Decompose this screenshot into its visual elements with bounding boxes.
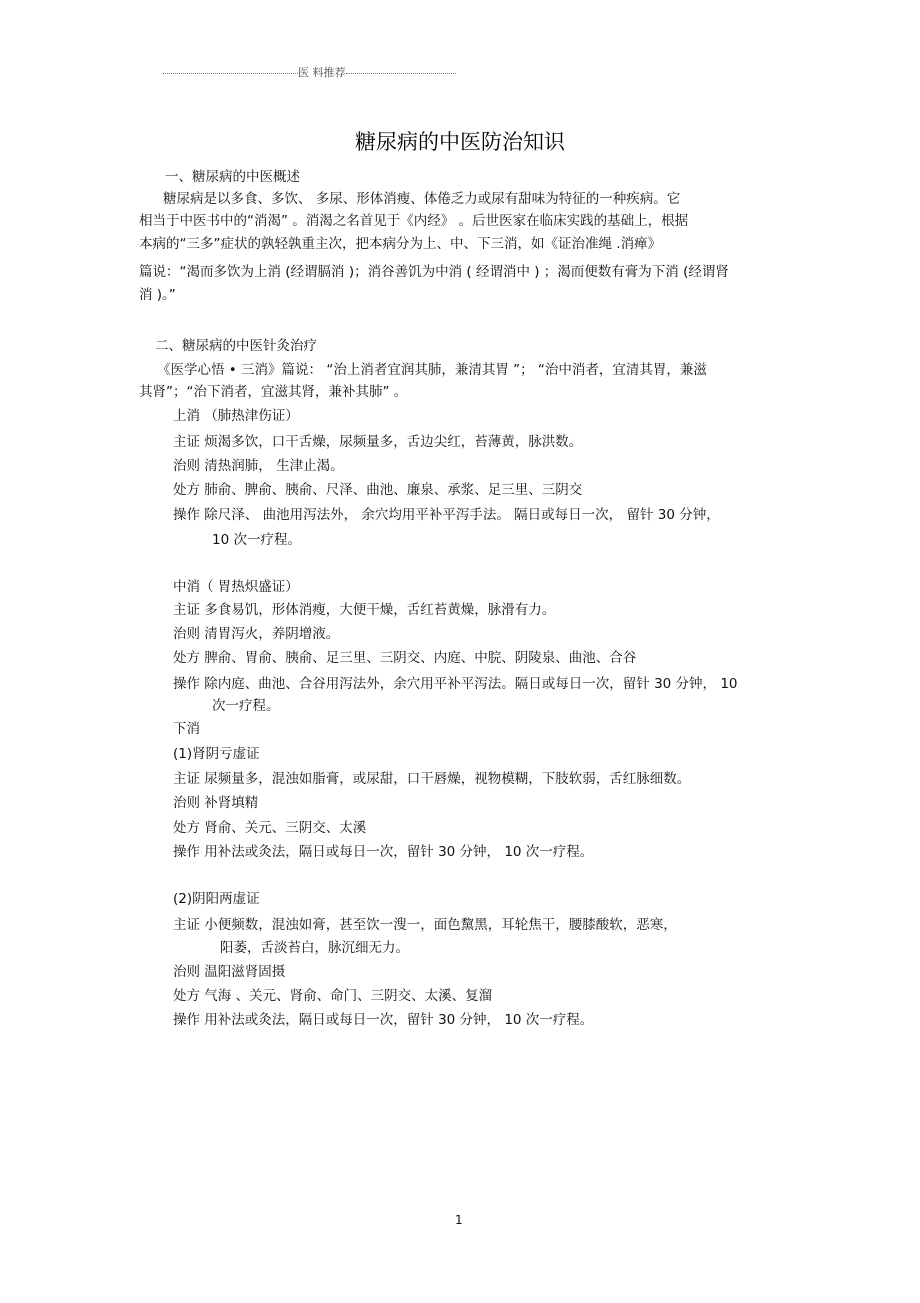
xiaxiao-title: 下消 <box>173 721 200 737</box>
shangxiao-chufang: 处方 肺俞、脾俞、胰俞、尺泽、曲池、廉泉、承浆、足三里、三阴交 <box>173 482 583 498</box>
shangxiao-zhize: 治则 清热润肺， 生津止渴。 <box>173 458 344 474</box>
zhongxiao-title: 中消（ 胃热炽盛证） <box>173 579 299 595</box>
zhongxiao-caozuo: 操作 除内庭、曲池、合谷用泻法外，余穴用平补平泻法。隔日或每日一次，留针 30 分钟， 10 <box>173 676 738 692</box>
xiaxiao-sub2-chufang: 处方 气海 、关元、肾俞、命门、三阴交、太溪、复溜 <box>173 988 493 1004</box>
section1-line: 糖尿病是以多食、多饮、 多尿、形体消瘦、体倦乏力或尿有甜味为特征的一种疾病。它 <box>163 191 681 207</box>
shangxiao-caozuo-cont: 10 次一疗程。 <box>212 532 301 548</box>
page-header <box>163 67 459 79</box>
document-title: 糖尿病的中医防治知识 <box>355 130 565 154</box>
xiaxiao-sub2-caozuo: 操作 用补法或灸法，隔日或每日一次，留针 30 分钟， 10 次一疗程。 <box>173 1012 594 1028</box>
header-dots-right <box>346 73 456 74</box>
zhongxiao-caozuo-cont: 次一疗程。 <box>212 698 280 714</box>
xiaxiao-sub1-caozuo: 操作 用补法或灸法，隔日或每日一次，留针 30 分钟， 10 次一疗程。 <box>173 844 594 860</box>
shangxiao-caozuo: 操作 除尺泽、 曲池用泻法外， 余穴均用平补平泻手法。 隔日或每日一次， 留针 30 分钟， <box>173 507 720 523</box>
xiaxiao-sub1-zhize: 治则 补肾填精 <box>173 795 259 811</box>
header-label: 医 料推荐 <box>298 66 346 79</box>
section2-intro-line: 《医学心悟 • 三消》篇说： “治上消者宜润其肺，兼清其胃 ”； “治中消者，宜清其胃，兼滋 <box>157 362 707 378</box>
xiaxiao-sub2-zhize: 治则 温阳滋肾固摄 <box>173 964 286 980</box>
section1-line: 本病的“三多”症状的孰轻孰重主次，把本病分为上、中、下三消，如《证治准绳 .消瘅》 <box>139 236 662 252</box>
header-dots-left <box>163 73 298 74</box>
zhongxiao-zhize: 治则 清胃泻火，养阴增液。 <box>173 626 340 642</box>
zhongxiao-zhuzheng: 主证 多食易饥，形体消瘦，大便干燥，舌红苔黄燥，脉滑有力。 <box>173 602 556 618</box>
section1-line: 篇说：“渴而多饮为上消 (经谓膈消 )；消谷善饥为中消 ( 经谓消中 ) ；渴而便数有膏为下消 (经谓肾 <box>139 264 729 280</box>
section1-line: 相当于中医书中的“消渴” 。消渴之名首见于《内经》 。后世医家在临床实践的基础上，根据 <box>139 213 689 229</box>
zhongxiao-chufang: 处方 脾俞、胃俞、胰俞、足三里、三阴交、内庭、中脘、阴陵泉、曲池、合谷 <box>173 650 637 666</box>
xiaxiao-sub1-chufang: 处方 肾俞、关元、三阴交、太溪 <box>173 820 367 836</box>
xiaxiao-sub1-zhuzheng: 主证 尿频量多，混浊如脂膏，或尿甜，口干唇燥，视物模糊，下肢软弱，舌红脉细数。 <box>173 771 691 787</box>
section2-heading: 二、糖尿病的中医针灸治疗 <box>155 338 317 354</box>
shangxiao-title: 上消 （肺热津伤证） <box>173 408 299 424</box>
page-number: 1 <box>455 1213 463 1227</box>
xiaxiao-sub1-title: (1)肾阴亏虚证 <box>173 746 260 762</box>
section1-heading: 一、糖尿病的中医概述 <box>165 169 300 185</box>
xiaxiao-sub2-zhuzheng-cont: 阳萎，舌淡苔白，脉沉细无力。 <box>220 940 409 956</box>
xiaxiao-sub2-zhuzheng: 主证 小便频数，混浊如膏，甚至饮一溲一，面色黧黑，耳轮焦干，腰膝酸软，恶寒， <box>173 917 677 933</box>
section1-line: 消 )。” <box>139 287 176 303</box>
xiaxiao-sub2-title: (2)阴阳两虚证 <box>173 891 260 907</box>
shangxiao-zhuzheng: 主证 烦渴多饮，口干舌燥，尿频量多，舌边尖红，苔薄黄，脉洪数。 <box>173 434 583 450</box>
section2-intro-line: 其肾”；“治下消者，宜滋其肾，兼补其肺” 。 <box>139 384 408 400</box>
